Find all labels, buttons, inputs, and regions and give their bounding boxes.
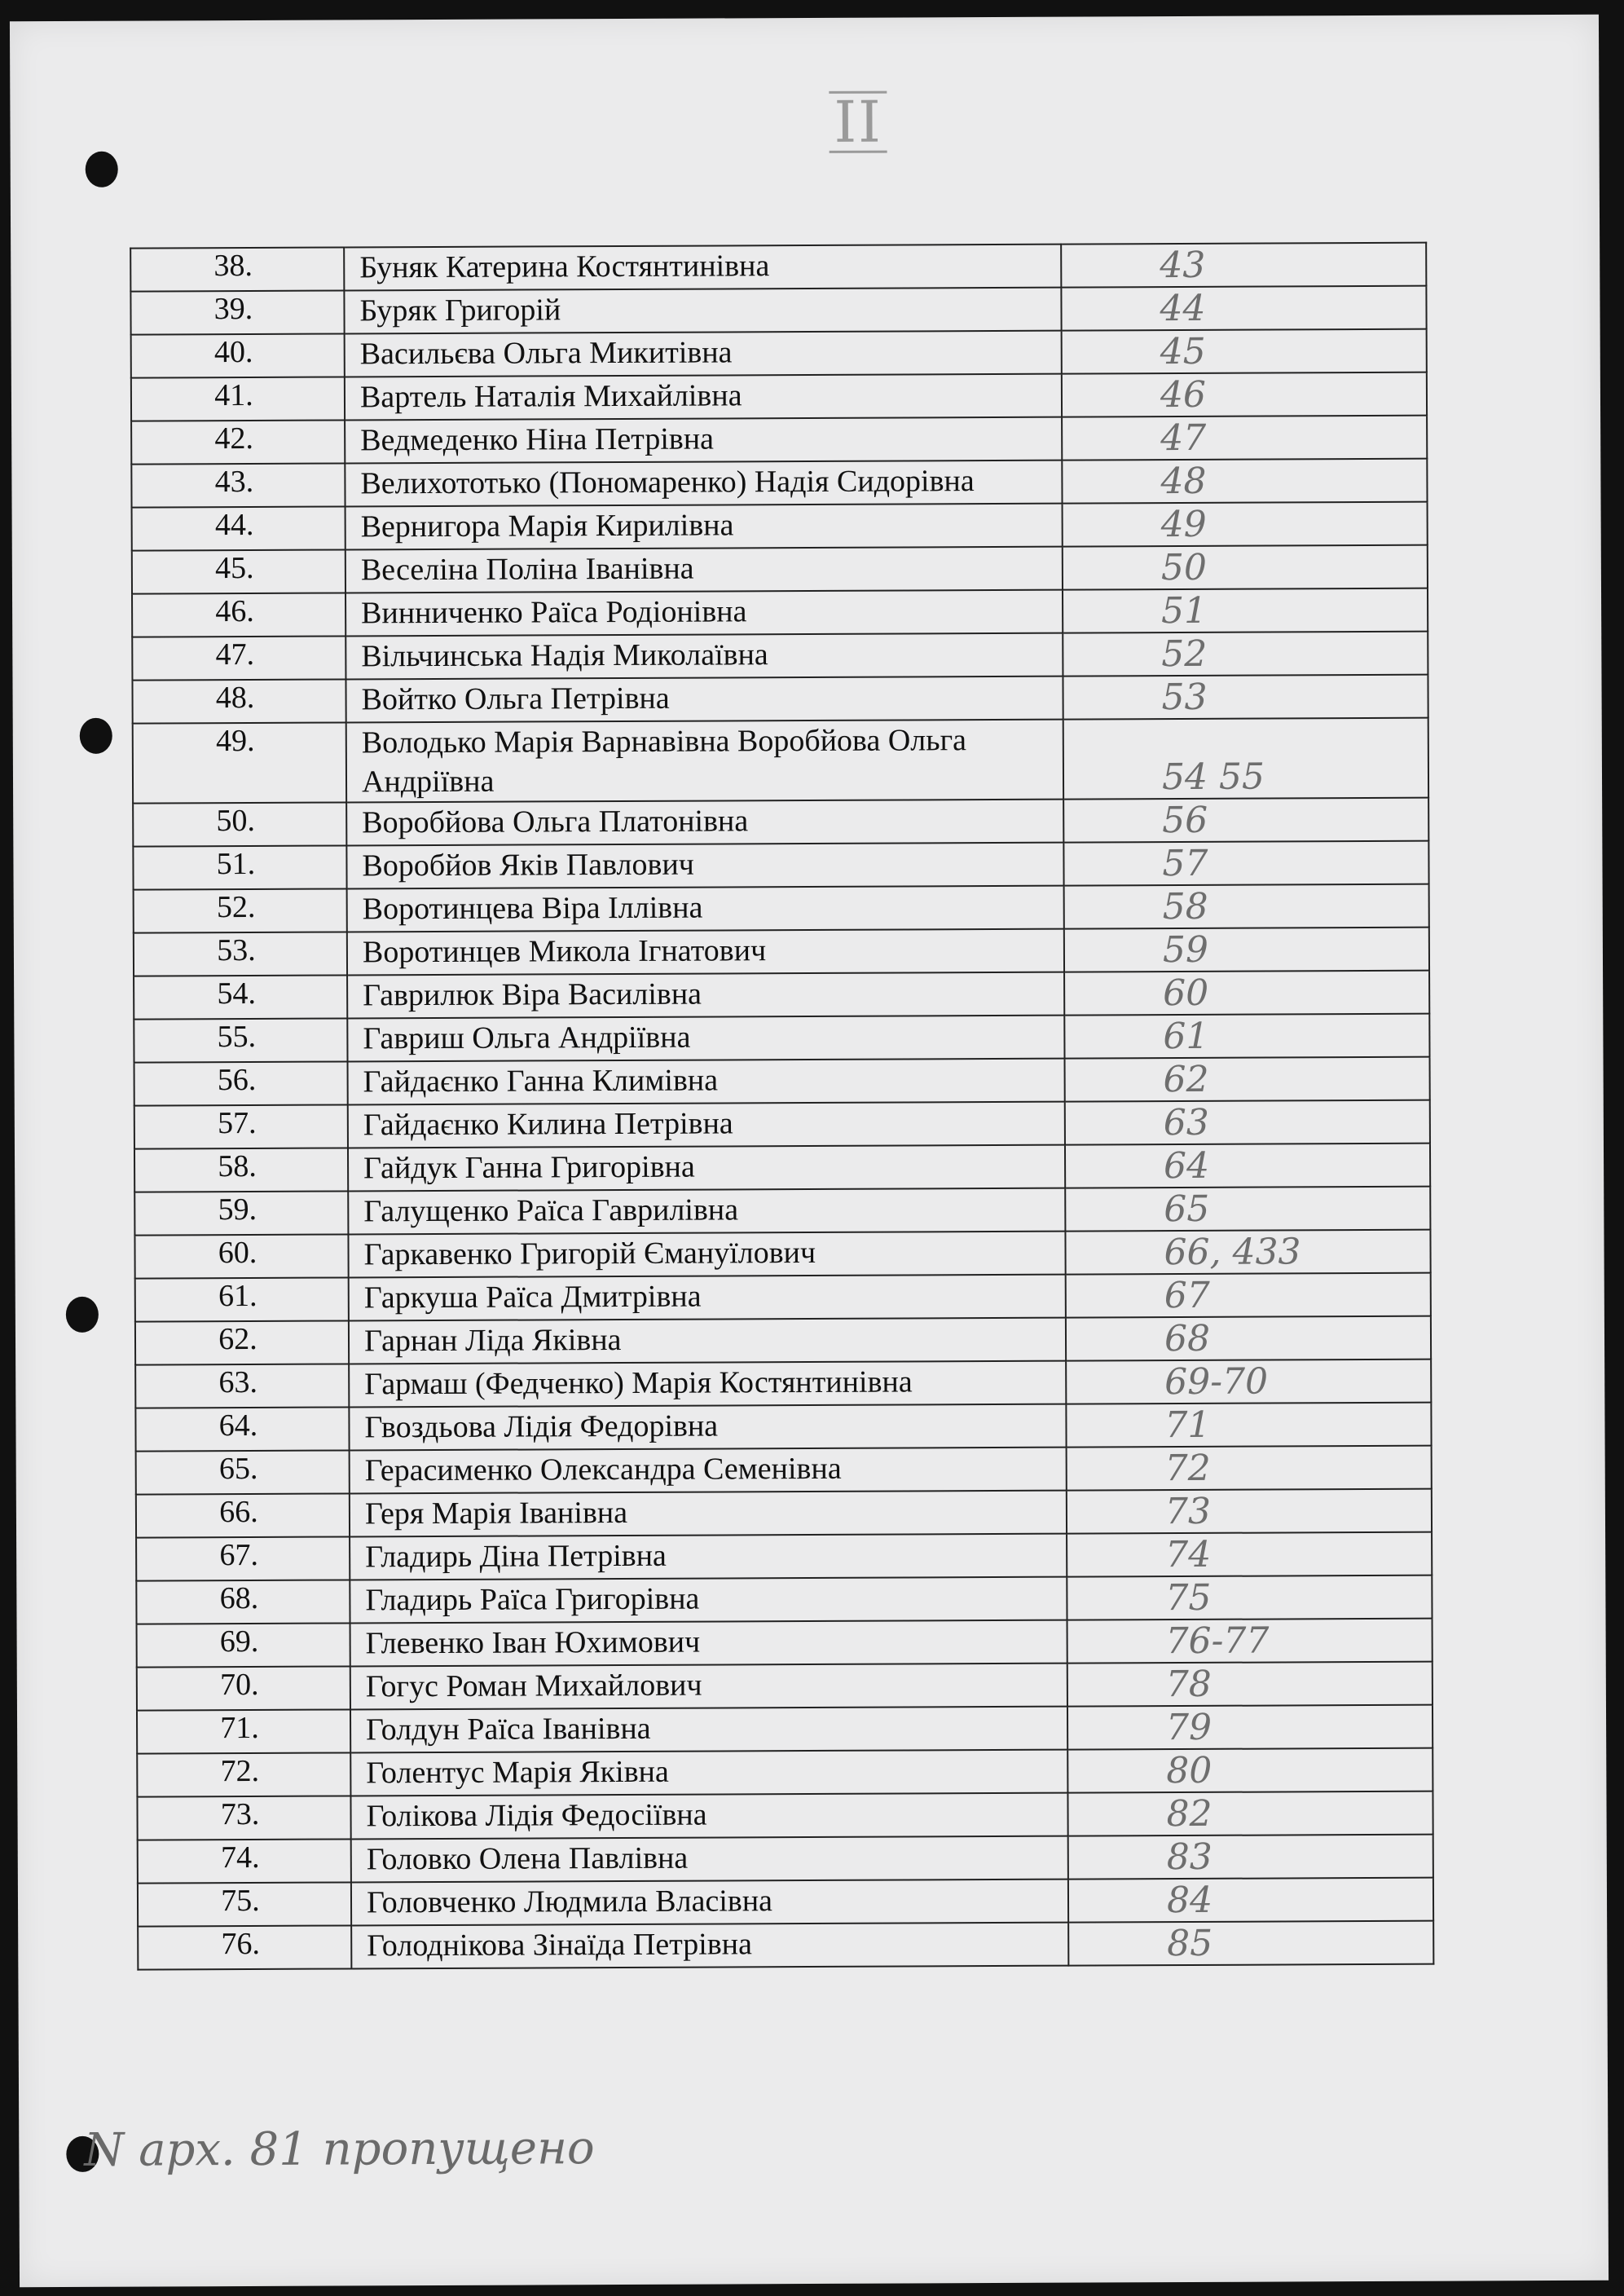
archive-file-number: 79 — [1067, 1705, 1433, 1750]
person-name: Васильєва Ольга Микитівна — [345, 331, 1062, 377]
archive-file-number: 47 — [1062, 416, 1427, 461]
archive-file-number: 58 — [1064, 884, 1429, 929]
table-row — [136, 1532, 1432, 1581]
table-row — [134, 1014, 1429, 1063]
row-number: 65. — [136, 1450, 350, 1494]
row-number: 48. — [132, 679, 345, 723]
row-number: 42. — [131, 420, 345, 464]
person-name: Головко Олена Павлівна — [351, 1836, 1068, 1883]
archive-file-number: 69-70 — [1066, 1360, 1431, 1404]
archive-file-number: 83 — [1068, 1835, 1433, 1880]
row-number: 40. — [131, 333, 345, 377]
row-number: 66. — [136, 1493, 350, 1537]
archive-file-number: 80 — [1067, 1748, 1433, 1793]
table-row — [137, 1662, 1433, 1711]
table-row — [131, 329, 1427, 378]
table-row — [132, 632, 1428, 681]
archive-file-number: 78 — [1067, 1662, 1433, 1707]
archive-file-number: 64 — [1065, 1144, 1430, 1188]
row-number: 68. — [136, 1580, 350, 1624]
row-number: 39. — [130, 290, 344, 334]
handwritten-footnote: N арх. 81 пропущено — [84, 2122, 595, 2177]
person-name: Галущенко Раїса Гаврилівна — [348, 1188, 1065, 1235]
row-number: 64. — [135, 1407, 349, 1451]
archive-file-number: 44 — [1061, 286, 1426, 331]
person-name: Гармаш (Федченко) Марія Костянтинівна — [349, 1361, 1066, 1408]
person-name: Головченко Людмила Власівна — [351, 1880, 1068, 1926]
row-number: 44. — [132, 506, 345, 550]
person-name: Вартель Наталія Михайлівна — [345, 374, 1062, 421]
row-number: 70. — [137, 1666, 350, 1710]
row-number: 47. — [132, 636, 345, 680]
archive-file-number: 61 — [1064, 1014, 1429, 1059]
archive-file-number: 48 — [1062, 459, 1427, 504]
table-row — [133, 718, 1428, 804]
person-name: Гавриш Ольга Андріївна — [347, 1016, 1064, 1062]
table-row — [136, 1489, 1432, 1538]
table-row — [134, 1144, 1430, 1192]
person-name: Гладирь Діна Петрівна — [350, 1534, 1067, 1580]
archive-file-number: 43 — [1061, 243, 1426, 288]
table-row — [135, 1273, 1431, 1322]
person-name: Веселіна Поліна Іванівна — [345, 547, 1063, 593]
row-number: 62. — [135, 1320, 349, 1364]
row-number: 69. — [137, 1623, 350, 1667]
person-name: Володько Марія Варнавівна Воробйова Ольга Андріївна — [346, 720, 1063, 803]
row-number: 45. — [132, 549, 345, 593]
archive-file-number: 65 — [1065, 1187, 1430, 1232]
person-name: Буняк Катерина Костянтинівна — [344, 245, 1061, 291]
person-name: Гладирь Раїса Григорівна — [350, 1577, 1067, 1624]
person-name: Гаркуша Раїса Дмитрівна — [349, 1275, 1066, 1321]
row-number: 74. — [138, 1839, 351, 1883]
archive-file-number: 66, 433 — [1065, 1230, 1430, 1275]
archive-file-number: 45 — [1062, 329, 1427, 374]
row-number: 50. — [133, 802, 346, 846]
table-row — [137, 1791, 1433, 1840]
table-row — [134, 1230, 1430, 1279]
row-number: 53. — [134, 932, 347, 976]
archive-file-number: 76-77 — [1067, 1619, 1433, 1664]
table-row — [133, 841, 1428, 890]
table-row — [133, 798, 1428, 847]
table-row — [132, 502, 1428, 551]
row-number: 52. — [134, 888, 347, 932]
row-number: 46. — [132, 593, 345, 637]
row-number: 75. — [138, 1882, 351, 1926]
person-name: Гаркавенко Григорій Ємануїлович — [348, 1232, 1065, 1278]
person-name: Воробйова Ольга Платонівна — [346, 800, 1063, 846]
row-number: 63. — [135, 1364, 349, 1408]
archive-file-number: 57 — [1063, 841, 1428, 886]
person-name: Воротинцева Віра Іллівна — [347, 886, 1064, 932]
table-row — [134, 1057, 1430, 1106]
row-number: 67. — [136, 1536, 350, 1580]
table-row — [134, 1100, 1430, 1149]
row-number: 38. — [130, 247, 344, 291]
page-mark: II — [829, 91, 887, 153]
row-number: 59. — [134, 1191, 348, 1235]
table-row — [134, 884, 1429, 933]
archive-file-number: 73 — [1067, 1489, 1432, 1534]
row-number: 76. — [138, 1925, 351, 1969]
archive-file-number: 68 — [1066, 1316, 1431, 1361]
row-number: 73. — [137, 1796, 350, 1840]
person-name: Велихототько (Пономаренко) Надія Сидорівна — [345, 461, 1062, 507]
archive-file-number: 82 — [1067, 1791, 1433, 1836]
table-row — [134, 971, 1429, 1020]
archive-file-number: 63 — [1065, 1100, 1430, 1145]
person-name: Винниченко Раїса Родіонівна — [345, 590, 1063, 637]
document-page — [10, 15, 1609, 2287]
archive-file-number: 74 — [1067, 1532, 1432, 1577]
row-number: 60. — [134, 1234, 348, 1278]
person-name: Голікова Лідія Федосіївна — [350, 1793, 1067, 1840]
row-number: 57. — [134, 1104, 348, 1148]
archive-file-number: 85 — [1068, 1921, 1433, 1966]
register-table — [130, 242, 1434, 1971]
row-number: 61. — [135, 1277, 349, 1321]
row-number: 43. — [131, 463, 345, 507]
archive-file-number: 71 — [1066, 1403, 1431, 1448]
row-number: 71. — [137, 1709, 350, 1753]
archive-file-number: 54 55 — [1063, 718, 1428, 800]
person-name: Войтко Ольга Петрівна — [345, 676, 1063, 723]
person-name: Гвоздьова Лідія Федорівна — [349, 1404, 1066, 1451]
person-name: Геря Марія Іванівна — [350, 1491, 1067, 1537]
table-row — [135, 1316, 1431, 1365]
table-row — [136, 1446, 1432, 1495]
person-name: Воробйов Яків Павлович — [346, 843, 1063, 889]
table-row — [137, 1619, 1433, 1668]
archive-file-number: 52 — [1063, 632, 1428, 676]
person-name: Глевенко Іван Юхимович — [350, 1620, 1067, 1667]
person-name: Воротинцев Микола Ігнатович — [347, 929, 1064, 976]
table-row — [130, 286, 1426, 335]
archive-file-number: 46 — [1062, 372, 1427, 417]
row-number: 54. — [134, 975, 347, 1019]
row-number: 41. — [131, 377, 345, 421]
table-row — [137, 1748, 1433, 1797]
archive-file-number: 56 — [1063, 798, 1428, 843]
row-number: 58. — [134, 1148, 348, 1192]
person-name: Голентус Марія Яківна — [350, 1750, 1067, 1796]
table-row — [136, 1575, 1432, 1624]
person-name: Ведмеденко Ніна Петрівна — [345, 417, 1062, 464]
archive-file-number: 84 — [1068, 1878, 1433, 1923]
archive-file-number: 67 — [1066, 1273, 1431, 1318]
table-row — [131, 416, 1427, 465]
person-name: Гайдук Ганна Григорівна — [348, 1145, 1065, 1192]
table-row — [135, 1403, 1431, 1452]
archive-file-number: 51 — [1063, 588, 1428, 633]
row-number: 55. — [134, 1018, 347, 1062]
punch-hole — [80, 718, 112, 754]
table-row — [138, 1878, 1433, 1927]
archive-file-number: 53 — [1063, 675, 1428, 720]
archive-file-number: 49 — [1063, 502, 1428, 547]
person-name: Вільчинська Надія Миколаївна — [345, 633, 1063, 680]
table-row — [138, 1921, 1433, 1970]
person-name: Гогус Роман Михайлович — [350, 1664, 1067, 1710]
punch-hole — [86, 152, 118, 187]
table-row — [130, 243, 1426, 292]
punch-hole — [66, 1297, 99, 1333]
table-row — [135, 1360, 1431, 1408]
row-number: 72. — [137, 1752, 350, 1796]
row-number: 51. — [133, 845, 346, 889]
table-row — [131, 372, 1427, 421]
person-name: Вернигора Марія Кирилівна — [345, 504, 1063, 550]
table-row — [137, 1705, 1433, 1754]
archive-file-number: 50 — [1063, 545, 1428, 590]
archive-file-number: 72 — [1067, 1446, 1432, 1491]
archive-file-number: 59 — [1064, 928, 1429, 972]
person-name: Голоднікова Зінаїда Петрівна — [351, 1923, 1068, 1969]
table-row — [138, 1835, 1433, 1884]
table-row — [134, 928, 1429, 976]
person-name: Герасименко Олександра Семенівна — [350, 1448, 1067, 1494]
table-row — [132, 545, 1428, 594]
archive-file-number: 75 — [1067, 1575, 1432, 1620]
table-row — [131, 459, 1427, 508]
archive-file-number: 62 — [1065, 1057, 1430, 1102]
person-name: Голдун Раїса Іванівна — [350, 1707, 1067, 1753]
table-row — [132, 675, 1428, 724]
person-name: Гаврилюк Віра Василівна — [347, 972, 1064, 1019]
person-name: Гайдаєнко Ганна Климівна — [348, 1059, 1065, 1105]
archive-file-number: 60 — [1064, 971, 1429, 1016]
table-row — [134, 1187, 1430, 1236]
person-name: Гайдаєнко Килина Петрівна — [348, 1102, 1065, 1148]
person-name: Гарнан Ліда Яківна — [349, 1318, 1066, 1364]
person-name: Буряк Григорій — [344, 288, 1061, 334]
row-number: 49. — [133, 722, 346, 803]
table-row — [132, 588, 1428, 637]
row-number: 56. — [134, 1061, 348, 1105]
